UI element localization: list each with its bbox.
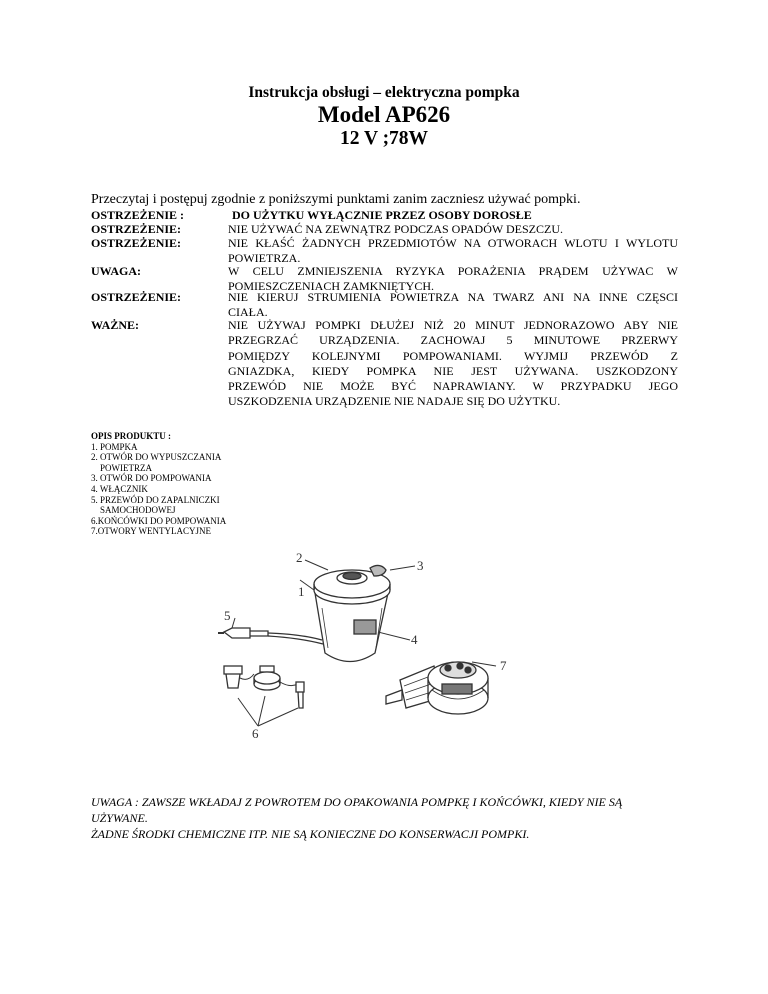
callout-1: 1 xyxy=(298,584,305,599)
warning-label: OSTRZEŻENIE: xyxy=(91,236,182,250)
warning-text: NIE UŻYWAJ POMPKI DŁUŻEJ NIŻ 20 MINUT JEDNORAZOWO ABY NIE PRZEGRZAĆ URZĄDZENIA. ZACHOWAJ 5 MINUTOWE PRZERWY POMIĘDZY KOLEJNYMI POMPOWANIAMI. WYJMIJ PRZEWÓD Z GNIAZDKA, KIEDY POMPKA NIE JEST UŻYWANA. USZKODZONY PRZEWÓD NIE MOŻE BYĆ NAPRAWIANY. W PRZYPADKU JEGO USZKODZENIA URZĄDZENIE NIE NADAJE SIĘ DO UŻYTKU. xyxy=(228,318,678,409)
pump-illustration xyxy=(210,548,530,748)
callout-5: 5 xyxy=(224,608,231,623)
product-item: 3. OTWÓR DO POMPOWANIA xyxy=(91,473,212,484)
model-heading: Model AP626 xyxy=(317,102,451,127)
pump-body xyxy=(314,565,390,661)
pump-side-view xyxy=(386,662,488,714)
intro-text: Przeczytaj i postępuj zgodnie z poniższymi punktami zanim zaczniesz używać pompki. xyxy=(91,192,581,207)
product-item: POWIETRZA xyxy=(100,462,152,473)
spec-heading: 12 V ;78W xyxy=(339,128,429,149)
note-line: UWAGA : ZAWSZE WKŁADAJ Z POWROTEM DO OPAKOWANIA POMPKĘ I KOŃCÓWKI, KIEDY NIE SĄ xyxy=(91,795,623,809)
product-item: 1. POMPKA xyxy=(91,441,138,452)
warning-label: OSTRZEŻENIE : xyxy=(91,208,185,222)
product-item: 2. OTWÓR DO WYPUSZCZANIA xyxy=(91,452,222,463)
warning-label: WAŻNE: xyxy=(91,318,140,332)
car-plug-cable xyxy=(218,628,323,644)
callout-3: 3 xyxy=(417,558,424,573)
warning-text: NIE KIERUJ STRUMIENIA POWIETRZA NA TWARZ ANI NA INNE CZĘSCI CIAŁA. xyxy=(228,290,678,320)
product-item: 6.KOŃCÓWKI DO POMPOWANIA xyxy=(91,515,227,526)
warning-text: DO UŻYTKU WYŁĄCZNIE PRZEZ OSOBY DOROSŁE xyxy=(232,208,532,222)
title-line: Instrukcja obsługi – elektryczna pompka xyxy=(248,84,520,101)
product-item: 4. WŁĄCZNIK xyxy=(91,483,148,494)
callout-6: 6 xyxy=(252,726,259,741)
product-item: 7.OTWORY WENTYLACYJNE xyxy=(91,526,211,537)
product-item: 5. PRZEWÓD DO ZAPALNICZKI xyxy=(91,494,220,505)
note-line: ŻADNE ŚRODKI CHEMICZNE ITP. NIE SĄ KONIECZNE DO KONSERWACJI POMPKI. xyxy=(91,827,530,841)
note-line: UŻYWANE. xyxy=(91,811,148,825)
storage-note xyxy=(91,794,701,842)
warning-label: OSTRZEŻENIE: xyxy=(91,222,182,236)
warning-label: UWAGA: xyxy=(91,264,141,278)
warning-text: NIE UŻYWAĆ NA ZEWNĄTRZ PODCZAS OPADÓW DESZCZU. xyxy=(228,222,563,236)
product-description xyxy=(91,431,226,537)
warning-label: OSTRZEŻENIE: xyxy=(91,290,182,304)
callout-2: 2 xyxy=(296,550,303,565)
callout-4: 4 xyxy=(411,632,418,647)
product-description-title: OPIS PRODUKTU : xyxy=(91,431,172,441)
product-item: SAMOCHODOWEJ xyxy=(100,505,176,516)
warning-text: W CELU ZMNIEJSZENIA RYZYKA PORAŻENIA PRĄDEM UŻYWAC W POMIESZCZENIACH ZAMKNIĘTYCH. xyxy=(228,264,678,294)
callout-7: 7 xyxy=(500,658,507,673)
warning-text: NIE KŁAŚĆ ŻADNYCH PRZEDMIOTÓW NA OTWORACH WLOTU I WYLOTU POWIETRZA. xyxy=(228,236,678,266)
